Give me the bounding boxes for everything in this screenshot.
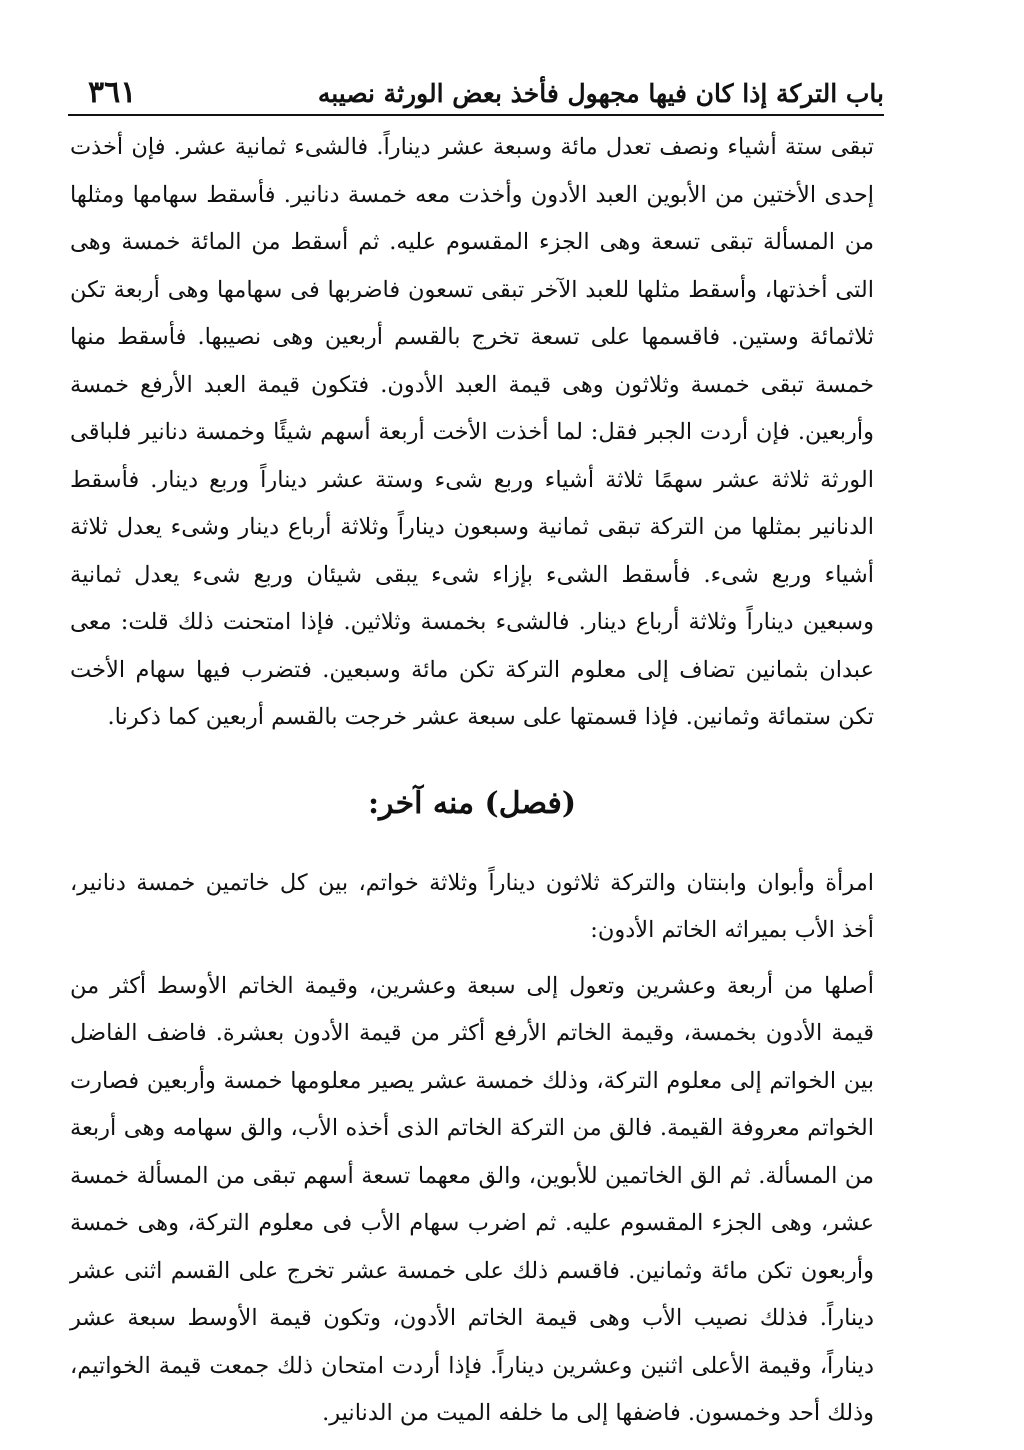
problem-statement: امرأة وأبوان وابنتان والتركة ثلاثون ديناراً وثلاثة خواتم، بين كل خاتمين خمسة دنانير، أخذ الأب بميراثه الخاتم الأدون: bbox=[70, 869, 874, 943]
section-heading: (فصل) منه آخر: bbox=[367, 785, 577, 821]
page-body bbox=[70, 124, 874, 1438]
chapter-title: باب التركة إذا كان فيها مجهول فأخذ بعض الورثة نصيبه bbox=[317, 79, 884, 108]
paragraph-continuation: تبقى ستة أشياء ونصف تعدل مائة وسبعة عشر ديناراً. فالشىء ثمانية عشر. فإن أخذت إحدى الأختين من الأبوين العبد الأدون وأخذت معه خمسة دنانير. فأسقط سهامها ومثلها من المسألة تبقى تسعة وهى الجزء المقسوم عليه. ثم أسقط من المائة خمسة وهى التى أخذتها، وأسقط مثلها للعبد الآخر تبقى تسعون فاضربها فى سهامها وهى أربعة تكن ثلاثمائة وستين. فاقسمها على تسعة تخرج بالقسم أربعين وهى نصيبها. فأسقط منها خمسة تبقى خمسة وثلاثون وهى قيمة العبد الأدون. فتكون قيمة العبد الأرفع خمسة وأربعين. فإن أردت الجبر فقل: لما أخذت الأخت أربعة أسهم شيئًا وخمسة دنانير فلباقى الورثة ثلاثة عشر سهمًا ثلاثة أشياء وربع شىء وستة عشر ديناراً وربع دينار. فأسقط الدنانير بمثلها من التركة تبقى ثمانية وسبعون ديناراً وثلاثة أرباع دينار وشىء يعدل ثلاثة أشياء وربع شىء. فأسقط الشىء بإزاء شىء يبقى شيئان وربع شىء يعدل ثمانية وسبعين ديناراً وثلاثة أرباع دينار. فالشىء بخمسة وثلاثين. فإذا امتحنت ذلك قلت: معى عبدان بثمانين تضاف إلى معلوم التركة تكن مائة وسبعين. فتضرب فيها سهام الأخت تكن ستمائة وثمانين. فإذا قسمتها على سبعة عشر خرجت بالقسم أربعين كما ذكرنا. bbox=[70, 134, 874, 730]
page-header bbox=[68, 60, 884, 116]
solution-paragraph: أصلها من أربعة وعشرين وتعول إلى سبعة وعشرين، وقيمة الخاتم الأوسط أكثر من قيمة الأدون بخمسة، وقيمة الخاتم الأرفع أكثر من قيمة الأدون بعشرة. فاضف الفاضل بين الخواتم إلى معلوم التركة، وذلك خمسة عشر يصير معلومها خمسة وأربعين فصارت الخواتم معروفة القيمة. فالق من التركة الخاتم الذى أخذه الأب، والق سهامه وهى أربعة من المسألة. ثم الق الخاتمين للأبوين، والق معهما تسعة أسهم تبقى من المسألة خمسة عشر، وهى الجزء المقسوم عليه. ثم اضرب سهام الأب فى معلوم التركة، وهى خمسة وأربعون تكن مائة وثمانين. فاقسم ذلك على خمسة عشر تخرج على القسم اثنى عشر ديناراً. فذلك نصيب الأب وهى قيمة الخاتم الأدون، وتكون قيمة الأوسط سبعة عشر ديناراً، وقيمة الأعلى اثنين وعشرين ديناراً. فإذا أردت امتحان ذلك جمعت قيمة الخواتيم، وذلك أحد وخمسون. فاضفها إلى ما خلفه الميت من الدنانير. bbox=[70, 972, 874, 1426]
page-number: ٣٦١ bbox=[88, 75, 137, 110]
